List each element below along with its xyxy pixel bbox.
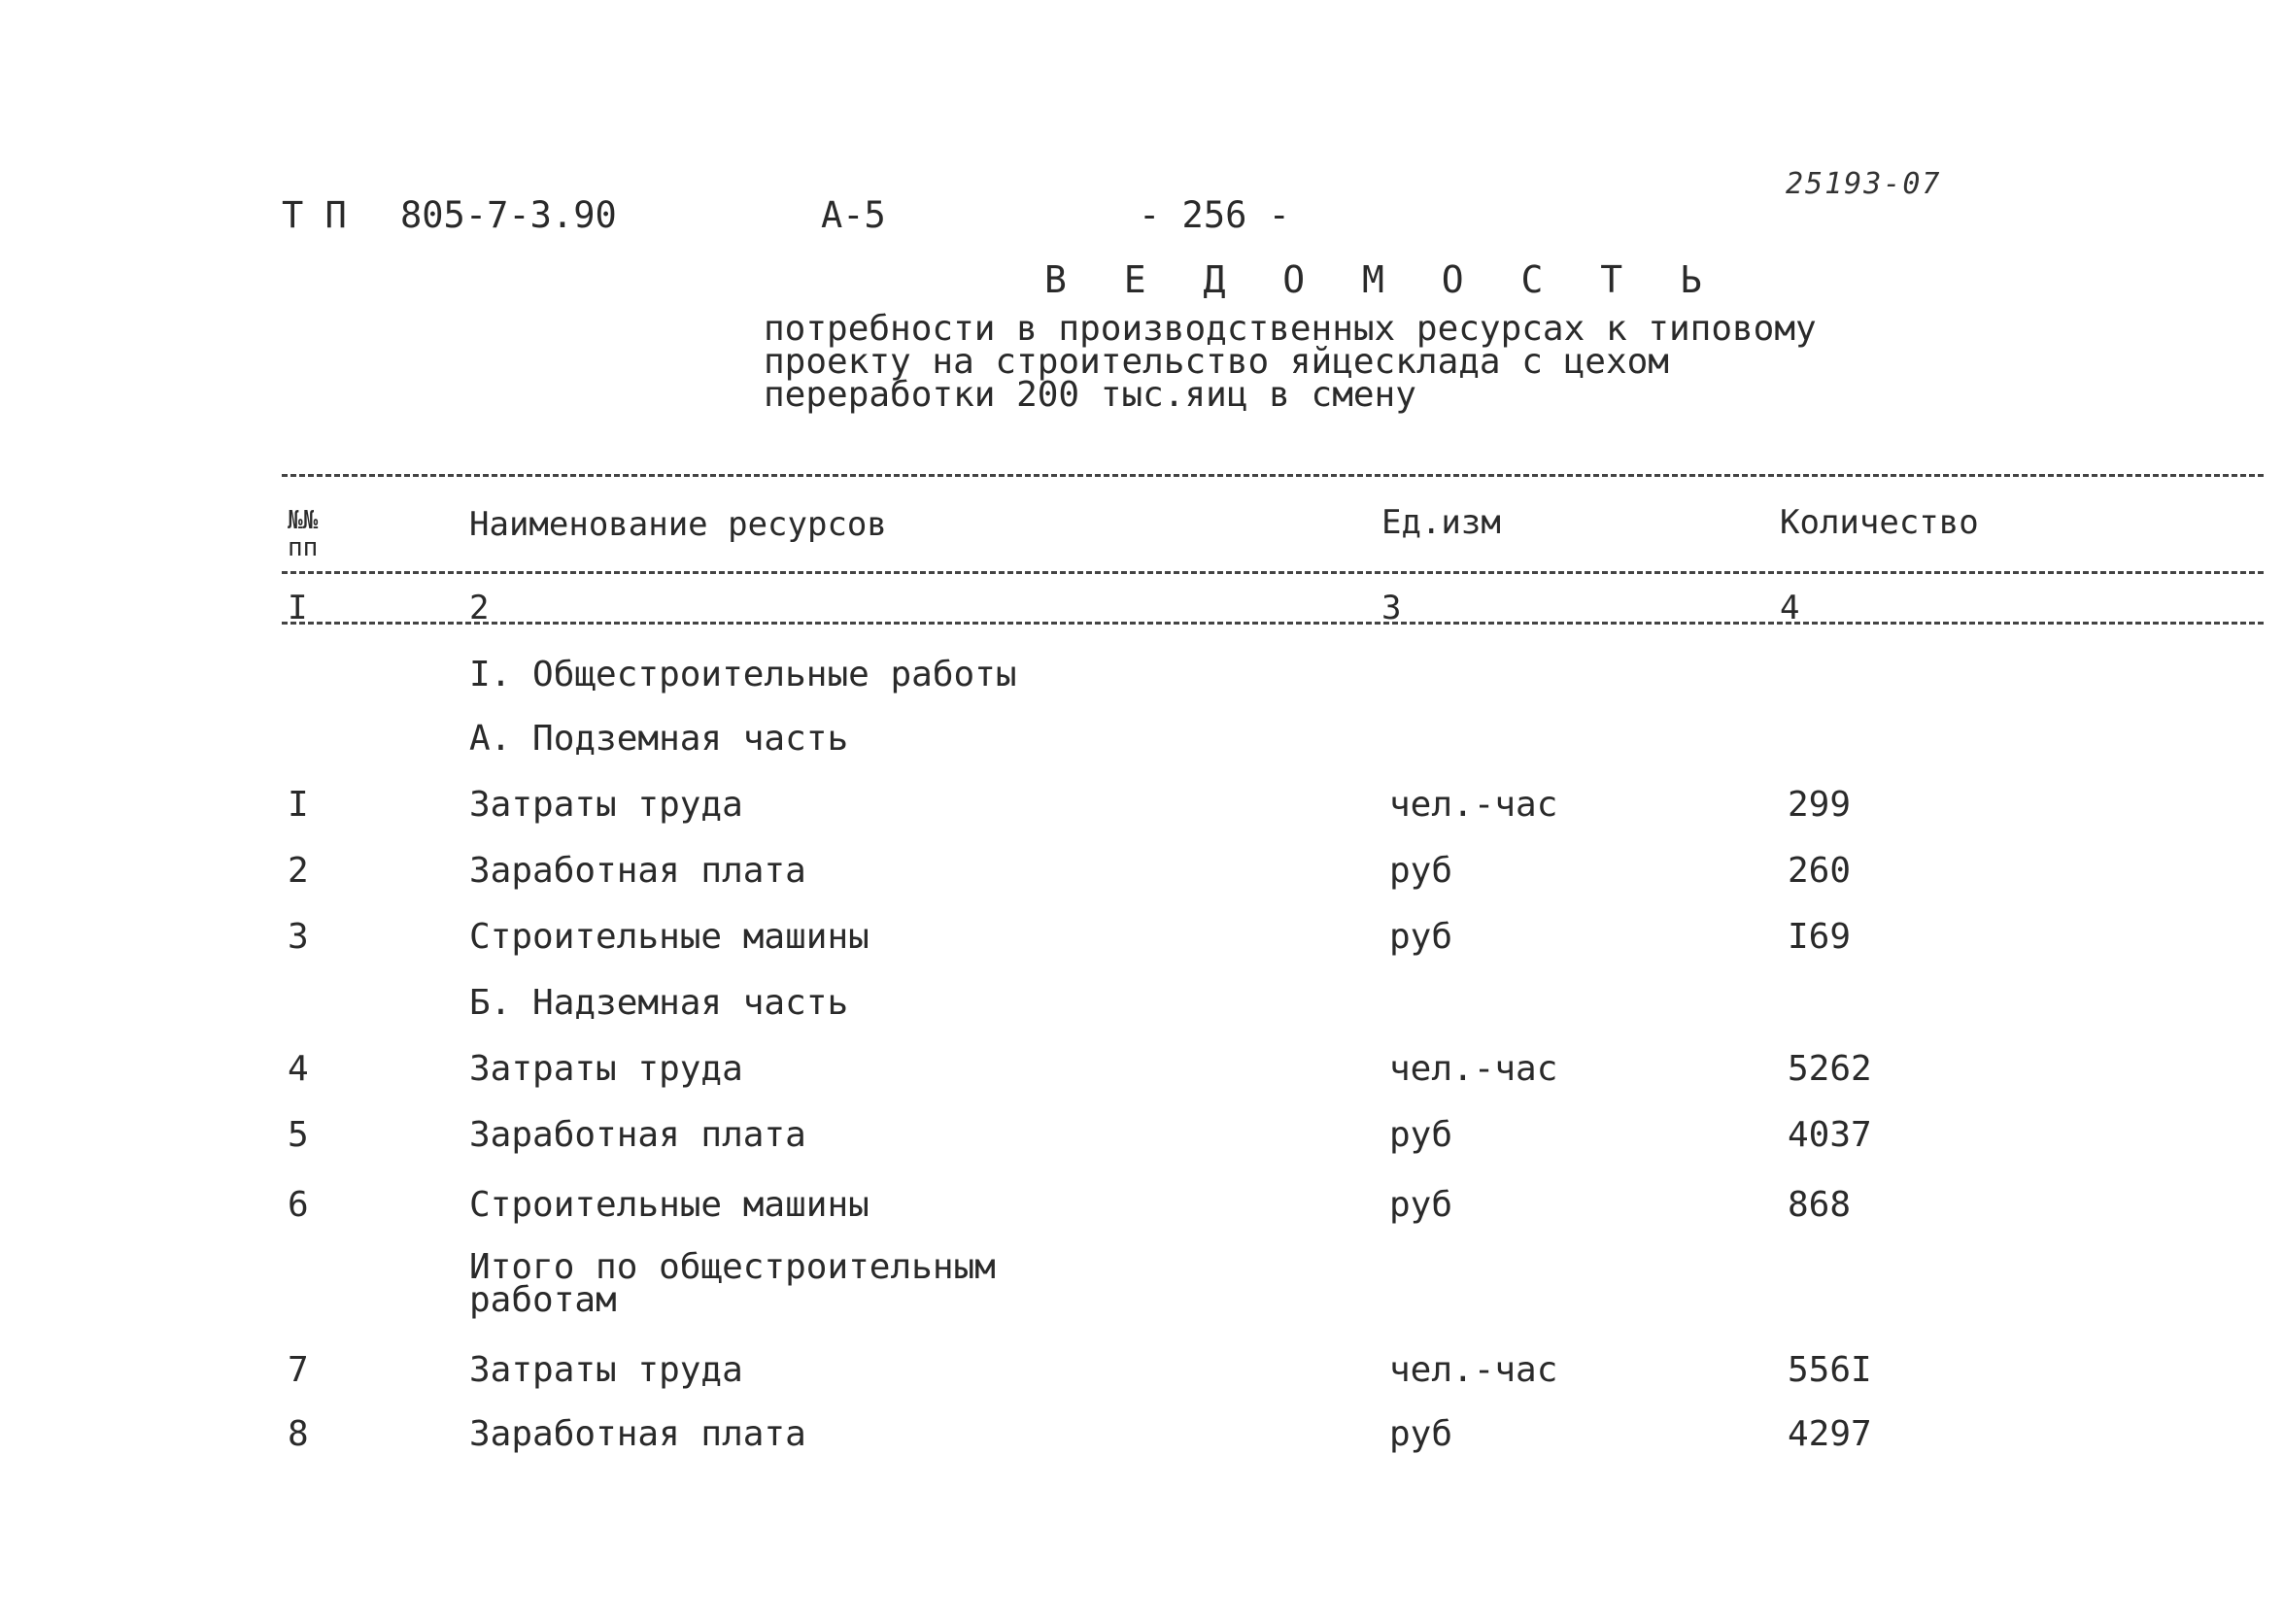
column-header-number-bottom: пп bbox=[288, 533, 319, 562]
row-name: Строительные машины bbox=[469, 917, 869, 957]
total-heading-line: работам bbox=[469, 1280, 617, 1320]
subsection-heading: Б. Надземная часть bbox=[469, 983, 849, 1023]
row-name: Заработная плата bbox=[469, 1414, 806, 1454]
row-number: 2 bbox=[288, 851, 309, 891]
column-number-1: I bbox=[288, 589, 308, 627]
row-number: 5 bbox=[288, 1115, 309, 1155]
row-quantity: 556I bbox=[1788, 1350, 1872, 1390]
row-unit: руб bbox=[1389, 1185, 1453, 1225]
row-name: Заработная плата bbox=[469, 851, 806, 891]
column-number-4: 4 bbox=[1780, 589, 1800, 627]
row-name: Затраты труда bbox=[469, 1049, 743, 1089]
subtitle-line: потребности в производственных ресурсах к типовому bbox=[764, 309, 1817, 349]
total-heading-line: Итого по общестроительным bbox=[469, 1247, 996, 1287]
row-number: 6 bbox=[288, 1185, 309, 1225]
section-heading: I. Общестроительные работы bbox=[469, 655, 1017, 694]
column-header-unit: Ед.изм bbox=[1381, 503, 1501, 542]
series-label: Т П bbox=[282, 194, 347, 236]
column-number-3: 3 bbox=[1381, 589, 1402, 627]
row-unit: руб bbox=[1389, 917, 1453, 957]
page-number: - 256 - bbox=[1139, 194, 1290, 236]
row-quantity: 260 bbox=[1788, 851, 1852, 891]
row-quantity: 4037 bbox=[1788, 1115, 1872, 1155]
row-name: Заработная плата bbox=[469, 1115, 806, 1155]
row-number: 8 bbox=[288, 1414, 309, 1454]
column-header-number-top: №№ bbox=[288, 506, 319, 535]
row-unit: чел.-час bbox=[1389, 1350, 1558, 1390]
document-title: В Е Д О М О С Т Ь bbox=[1044, 258, 1720, 301]
row-number: I bbox=[288, 785, 309, 825]
row-unit: руб bbox=[1389, 1414, 1453, 1454]
row-number: 3 bbox=[288, 917, 309, 957]
column-number-2: 2 bbox=[469, 589, 490, 627]
subsection-heading: А. Подземная часть bbox=[469, 719, 849, 759]
row-number: 7 bbox=[288, 1350, 309, 1390]
table-header-rule bbox=[282, 571, 2264, 574]
row-unit: руб bbox=[1389, 851, 1453, 891]
project-code: 805-7-3.90 bbox=[400, 194, 617, 236]
row-quantity: 4297 bbox=[1788, 1414, 1872, 1454]
row-quantity: 5262 bbox=[1788, 1049, 1872, 1089]
album-number: А-5 bbox=[821, 194, 886, 236]
document-subtitle bbox=[764, 309, 1817, 415]
row-unit: руб bbox=[1389, 1115, 1453, 1155]
inventory-stamp: 25193-07 bbox=[1786, 167, 1942, 201]
row-number: 4 bbox=[288, 1049, 309, 1089]
row-name: Затраты труда bbox=[469, 1350, 743, 1390]
row-name: Затраты труда bbox=[469, 785, 743, 825]
row-quantity: 868 bbox=[1788, 1185, 1852, 1225]
table-column-numbers-rule bbox=[282, 622, 2264, 625]
table-top-rule bbox=[282, 474, 2264, 477]
row-name: Строительные машины bbox=[469, 1185, 869, 1225]
column-header-quantity: Количество bbox=[1780, 503, 1979, 542]
subtitle-line: проекту на строительство яйцесклада с цехом bbox=[764, 342, 1669, 382]
column-header-number bbox=[288, 507, 318, 561]
total-section-heading bbox=[469, 1247, 996, 1320]
column-header-name: Наименование ресурсов bbox=[469, 505, 887, 544]
row-unit: чел.-час bbox=[1389, 785, 1558, 825]
row-quantity: I69 bbox=[1788, 917, 1852, 957]
row-unit: чел.-час bbox=[1389, 1049, 1558, 1089]
row-quantity: 299 bbox=[1788, 785, 1852, 825]
subtitle-line: переработки 200 тыс.яиц в смену bbox=[764, 375, 1416, 415]
